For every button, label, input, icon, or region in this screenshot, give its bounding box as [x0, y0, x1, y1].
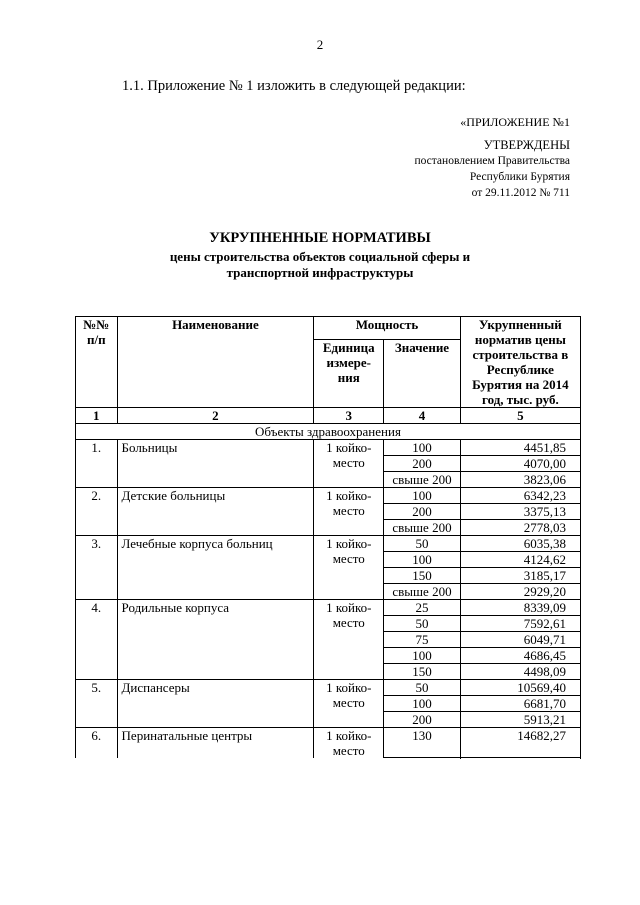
intro-text: 1.1. Приложение № 1 изложить в следующей редакции: [122, 78, 466, 94]
table-row [76, 680, 581, 696]
capacity-value: 50 [384, 680, 461, 696]
norm-value: 4686,45 [460, 648, 580, 664]
capacity-value [384, 757, 461, 758]
object-name: Диспансеры [117, 680, 314, 728]
object-name: Родильные корпуса [117, 600, 314, 680]
row-number: 3. [76, 536, 118, 600]
unit-cell: 1 койко-место [314, 440, 384, 488]
table-row [76, 488, 581, 504]
norm-value: 2929,20 [460, 584, 580, 600]
approval-line-2: Республики Бурятия [469, 171, 570, 183]
capacity-value: 100 [384, 552, 461, 568]
header-capacity: Мощность [314, 317, 460, 340]
norm-value: 5913,21 [460, 712, 580, 728]
table-row [76, 536, 581, 552]
unit-cell: 1 койко-место [314, 536, 384, 600]
row-number: 4. [76, 600, 118, 680]
unit-cell: 1 койко-место [314, 600, 384, 680]
table-row [76, 600, 581, 616]
title-main: УКРУПНЕННЫЕ НОРМАТИВЫ [209, 230, 431, 246]
section-title: Объекты здравоохранения [76, 424, 581, 440]
table-row [76, 440, 581, 456]
capacity-value: 150 [384, 568, 461, 584]
object-name: Лечебные корпуса больниц [117, 536, 314, 600]
capacity-value: свыше 200 [384, 520, 461, 536]
capacity-value: 200 [384, 504, 461, 520]
norm-value: 4124,62 [460, 552, 580, 568]
row-number: 6. [76, 728, 118, 759]
norm-value: 10569,40 [460, 680, 580, 696]
row-number: 2. [76, 488, 118, 536]
approval-line-1: постановлением Правительства [414, 155, 570, 167]
norm-value: 14682,27 [460, 728, 580, 758]
capacity-value: 50 [384, 536, 461, 552]
header-unit: Единица измере-ния [314, 340, 384, 408]
capacity-value: свыше 200 [384, 472, 461, 488]
column-number-row [76, 408, 581, 424]
unit-cell: 1 койко-место [314, 680, 384, 728]
header-value: Значение [384, 340, 461, 408]
capacity-value: 100 [384, 440, 461, 456]
norm-value: 6681,70 [460, 696, 580, 712]
header-name: Наименование [117, 317, 314, 408]
norms-table [75, 316, 581, 758]
capacity-value: 200 [384, 456, 461, 472]
appendix-label: «ПРИЛОЖЕНИЕ №1 [460, 115, 570, 129]
col-number: 1 [76, 408, 118, 424]
capacity-value: 130 [384, 728, 461, 758]
page-number: 2 [316, 37, 324, 52]
norm-value: 7592,61 [460, 616, 580, 632]
title-sub-1: цены строительства объектов социальной сферы и [169, 249, 471, 264]
header-norm: Укрупненный норматив цены строительства в Республике Бурятия на 2014 год, тыс. руб. [460, 317, 580, 408]
capacity-value: 50 [384, 616, 461, 632]
norm-value: 2778,03 [460, 520, 580, 536]
approval-line-3: от 29.11.2012 № 711 [471, 187, 570, 199]
table-row [76, 728, 581, 758]
col-number: 3 [314, 408, 384, 424]
norm-value: 4070,00 [460, 456, 580, 472]
capacity-value: 200 [384, 712, 461, 728]
row-number: 1. [76, 440, 118, 488]
unit-cell: 1 койко-место [314, 728, 384, 759]
norm-value: 6342,23 [460, 488, 580, 504]
object-name: Больницы [117, 440, 314, 488]
capacity-value: свыше 200 [384, 584, 461, 600]
norm-value: 6049,71 [460, 632, 580, 648]
norm-value: 3185,17 [460, 568, 580, 584]
col-number: 2 [117, 408, 314, 424]
norm-value: 3823,06 [460, 472, 580, 488]
norm-value: 4498,09 [460, 664, 580, 680]
title-sub-2: транспортной инфраструктуры [226, 265, 414, 280]
approval-block [414, 137, 570, 201]
norm-value: 3375,13 [460, 504, 580, 520]
row-number: 5. [76, 680, 118, 728]
norm-value [460, 757, 580, 758]
capacity-value: 100 [384, 648, 461, 664]
document-title [0, 230, 640, 281]
norm-value: 6035,38 [460, 536, 580, 552]
capacity-value: 100 [384, 488, 461, 504]
unit-cell: 1 койко-место [314, 488, 384, 536]
approved-label: УТВЕРЖДЕНЫ [483, 138, 570, 152]
table-body [76, 440, 581, 759]
col-number: 4 [384, 408, 461, 424]
section-row [76, 424, 581, 440]
capacity-value: 150 [384, 664, 461, 680]
capacity-value: 100 [384, 696, 461, 712]
object-name: Детские больницы [117, 488, 314, 536]
object-name: Перинатальные центры [117, 728, 314, 759]
capacity-value: 75 [384, 632, 461, 648]
norm-value: 8339,09 [460, 600, 580, 616]
capacity-value: 25 [384, 600, 461, 616]
col-number: 5 [460, 408, 580, 424]
norm-value: 4451,85 [460, 440, 580, 456]
header-num: №№ п/п [76, 317, 118, 408]
